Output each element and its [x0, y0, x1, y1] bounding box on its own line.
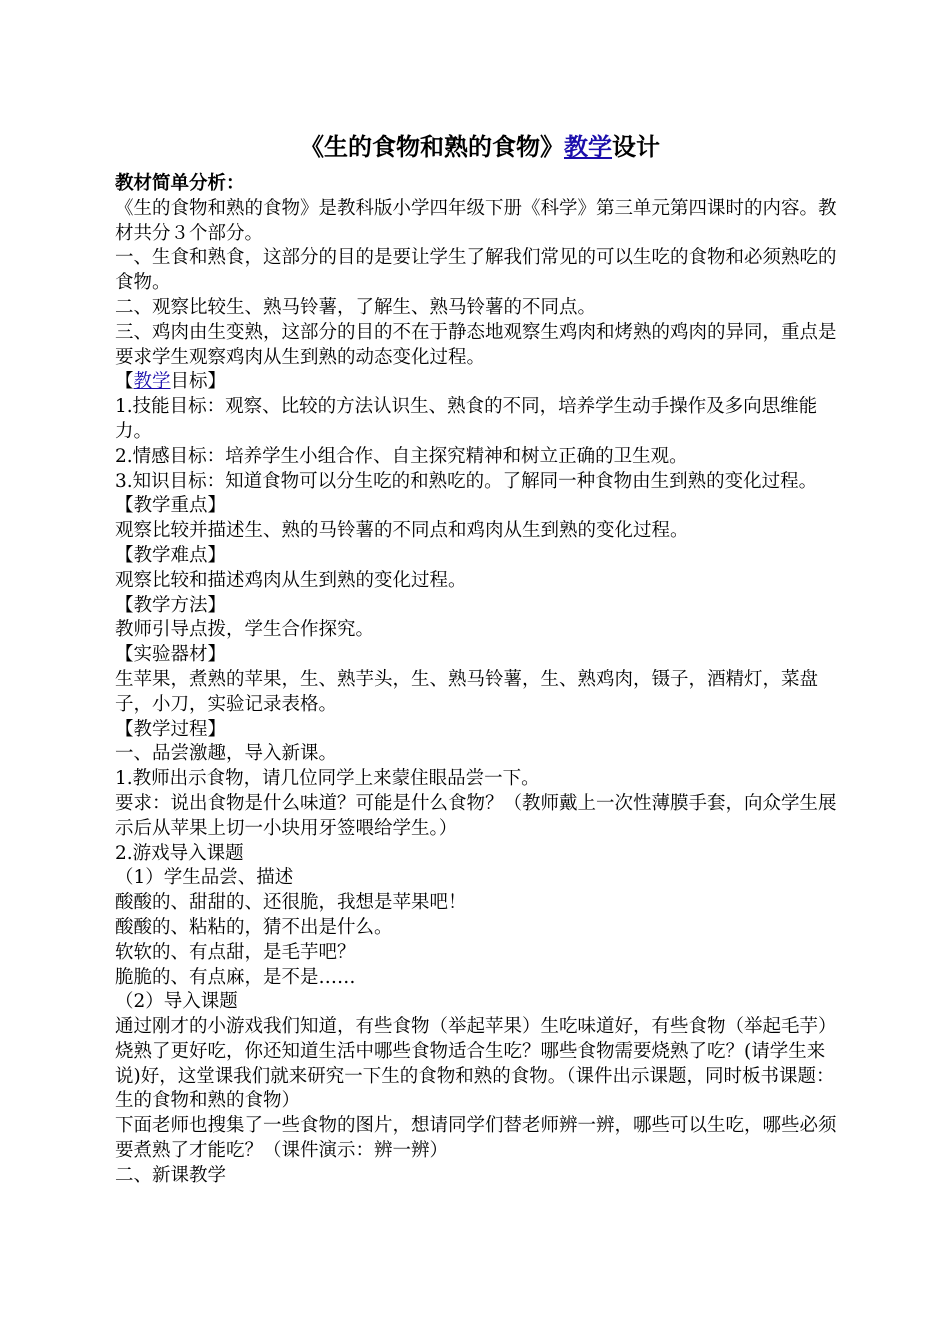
materials-heading: 【实验器材】 [115, 644, 227, 666]
method-text: 教师引导点拨，学生合作探究。 [115, 619, 375, 641]
goals-heading [115, 370, 845, 395]
difficulty-text: 观察比较和描述鸡肉从生到熟的变化过程。 [115, 569, 467, 591]
analysis-line: 三、鸡肉由生变熟，这部分的目的不在于静态地观察生鸡肉和烤熟的鸡肉的异同，重点是要求学生观察鸡肉从生到熟的动态变化过程。 [115, 321, 837, 368]
goal-line: 2.情感目标：培养学生小组合作、自主探究精神和树立正确的卫生观。 [115, 445, 688, 467]
process-heading: 【教学过程】 [115, 718, 227, 740]
goals-heading-link[interactable]: 教学 [133, 371, 171, 393]
goal-line: 1.技能目标：观察、比较的方法认识生、熟食的不同，培养学生动手操作及多向思维能力。 [115, 396, 818, 442]
analysis-line: 二、观察比较生、熟马铃薯，了解生、熟马铃薯的不同点。 [115, 296, 597, 318]
process-line: 1.教师出示食物，请几位同学上来蒙住眼品尝一下。 [115, 768, 540, 790]
process-line: 二、新课教学 [115, 1164, 227, 1186]
process-line: 软软的、有点甜，是毛芋吧？ [115, 941, 356, 963]
goals-heading-suffix: 目标】 [170, 371, 227, 393]
analysis-heading: 教材简单分析： [115, 173, 245, 194]
method-heading: 【教学方法】 [115, 594, 227, 616]
difficulty-heading: 【教学难点】 [115, 544, 227, 566]
analysis-line: 《生的食物和熟的食物》是教科版小学四年级下册《科学》第三单元第四课时的内容。教材共分３个部分。 [115, 197, 837, 244]
page-title [115, 130, 845, 164]
key-heading: 【教学重点】 [115, 495, 227, 517]
process-line: （1）学生品尝、描述 [115, 867, 294, 889]
process-line: 酸酸的、甜甜的、还很脆，我想是苹果吧！ [115, 892, 467, 914]
document-page [115, 130, 845, 1189]
goals-heading-prefix: 【 [115, 371, 134, 393]
process-line: 要求：说出食物是什么味道？可能是什么食物？（教师戴上一次性薄膜手套，向众学生展示后从苹果上切一小块用牙签喂给学生。） [115, 792, 837, 839]
process-line: 2.游戏导入课题 [115, 842, 244, 864]
process-line: 脆脆的、有点麻，是不是…… [115, 966, 356, 988]
process-line: （2）导入课题 [115, 991, 238, 1013]
goal-line: 3.知识目标：知道食物可以分生吃的和熟吃的。了解同一种食物由生到熟的变化过程。 [115, 470, 818, 492]
materials-text: 生苹果，煮熟的苹果，生、熟芋头，生、熟马铃薯，生、熟鸡肉，镊子，酒精灯，菜盘子，小刀，实验记录表格。 [115, 668, 819, 715]
key-text: 观察比较并描述生、熟的马铃薯的不同点和鸡肉从生到熟的变化过程。 [115, 520, 689, 542]
process-line: 下面老师也搜集了一些食物的图片，想请同学们替老师辨一辨，哪些可以生吃，哪些必须要煮熟了才能吃？（课件演示：辨一辨） [115, 1115, 837, 1162]
title-suffix: 设计 [612, 133, 660, 161]
process-line: 一、品尝激趣，导入新课。 [115, 743, 338, 765]
analysis-line: 一、生食和熟食，这部分的目的是要让学生了解我们常见的可以生吃的食物和必须熟吃的食物。 [115, 247, 837, 294]
process-line: 通过刚才的小游戏我们知道，有些食物（举起苹果）生吃味道好，有些食物（举起毛芋）烧熟了更好吃，你还知道生活中哪些食物适合生吃？哪些食物需要烧熟了吃？(请学生来说)好，这堂课我们就来研究一下生的食物和熟的食物。（课件出示课题，同时板书课题：生的食物和熟的食物） [115, 1016, 837, 1112]
title-link[interactable]: 教学 [564, 133, 612, 161]
process-line: 酸酸的、粘粘的，猜不出是什么。 [115, 916, 393, 938]
title-prefix: 《生的食物和熟的食物》 [300, 133, 564, 161]
